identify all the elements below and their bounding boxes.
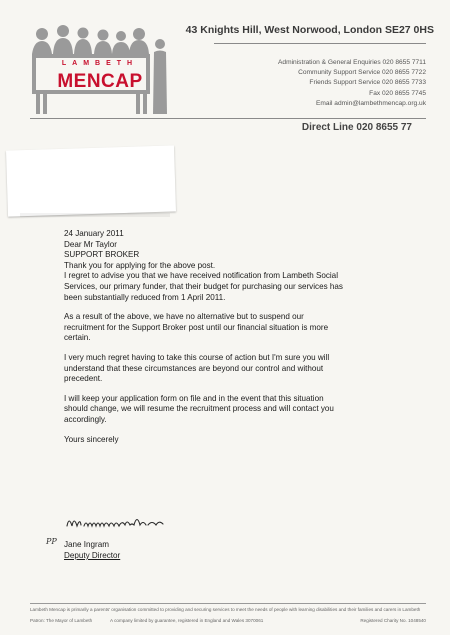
signer-title: Deputy Director	[64, 551, 121, 560]
footer-rule	[30, 603, 426, 604]
contact-fax: Fax 020 8655 7745	[369, 89, 426, 97]
address-rule	[214, 43, 426, 44]
paragraph-line: accordingly.	[64, 414, 107, 424]
letter-date: 24 January 2011	[64, 229, 124, 238]
paragraph-funding	[64, 271, 416, 303]
letter-body	[64, 229, 416, 445]
paragraph-line: certain.	[64, 333, 91, 343]
handwritten-signature	[64, 510, 179, 534]
contact-admin: Administration & General Enquiries 020 8655 7711	[278, 59, 426, 66]
signer-name: Jane Ingram	[64, 540, 109, 549]
per-procurationem-initials: PP	[46, 537, 57, 546]
footer-mission: Lambeth Mencap is primarily a parents' organisation committed to providing and securing services to meet the needs of people with learning disabilities and their families and carers in Lambeth	[30, 607, 421, 612]
paragraph-line: I regret to advise you that we have received notification from Lambeth Social	[64, 271, 338, 281]
contact-list	[278, 58, 426, 109]
thanks-line: Thank you for applying for the above post.	[64, 260, 216, 270]
footer-company: A company limited by guarantee, registered in England and Wales 3070061	[110, 618, 264, 623]
footer-charity: Registered Charity No. 1048540	[360, 618, 426, 623]
paragraph-line: As a result of the above, we have no alternative but to suspend our	[64, 312, 304, 322]
contact-community: Community Support Service 020 8655 7722	[298, 69, 426, 77]
paragraph-line: Services, our primary funder, that their budget for purchasing our services has	[64, 281, 343, 291]
salutation: Dear Mr Taylor	[64, 239, 117, 249]
mencap-logo	[26, 24, 171, 116]
organisation-address: 43 Knights Hill, West Norwood, London SE27 0HS	[185, 24, 434, 36]
paragraph-line: understand that these circumstances are beyond our control and without	[64, 363, 324, 373]
subject-line: SUPPORT BROKER	[64, 250, 140, 260]
paragraph-line: been substantially reduced from 1 April 2011.	[64, 292, 226, 302]
paragraph-line: I will keep your application form on file and in the event that this situation	[64, 393, 324, 403]
paragraph-line: should change, we will resume the recruitment process and will contact you	[64, 404, 334, 414]
paragraph-line: precedent.	[64, 374, 103, 384]
paragraph-line: recruitment for the Support Broker post until our financial situation is more	[64, 322, 329, 332]
contact-friends: Friends Support Service 020 8655 7733	[309, 79, 426, 87]
footer-legal	[30, 618, 426, 623]
logo-mencap-text: MENCAP	[57, 71, 143, 92]
contact-email: Email admin@lambethmencap.org.uk	[315, 99, 426, 107]
closing: Yours sincerely	[64, 434, 119, 444]
signer-block	[64, 539, 120, 561]
direct-line: Direct Line 020 8655 77	[301, 122, 412, 133]
paragraph-regret	[64, 353, 416, 385]
paragraph-keep-on-file	[64, 394, 416, 426]
header-rule	[30, 118, 426, 119]
paragraph-line: I very much regret having to take this course of action but I'm sure you will	[64, 352, 330, 362]
logo-lambeth-text: LAMBETH	[61, 60, 139, 67]
address-label-patch	[6, 145, 176, 216]
label-shadow	[20, 213, 170, 217]
footer-patron: Patron: The Mayor of Lambeth	[30, 618, 93, 623]
logo-figures-graphic	[26, 24, 171, 116]
paragraph-suspend	[64, 312, 416, 344]
